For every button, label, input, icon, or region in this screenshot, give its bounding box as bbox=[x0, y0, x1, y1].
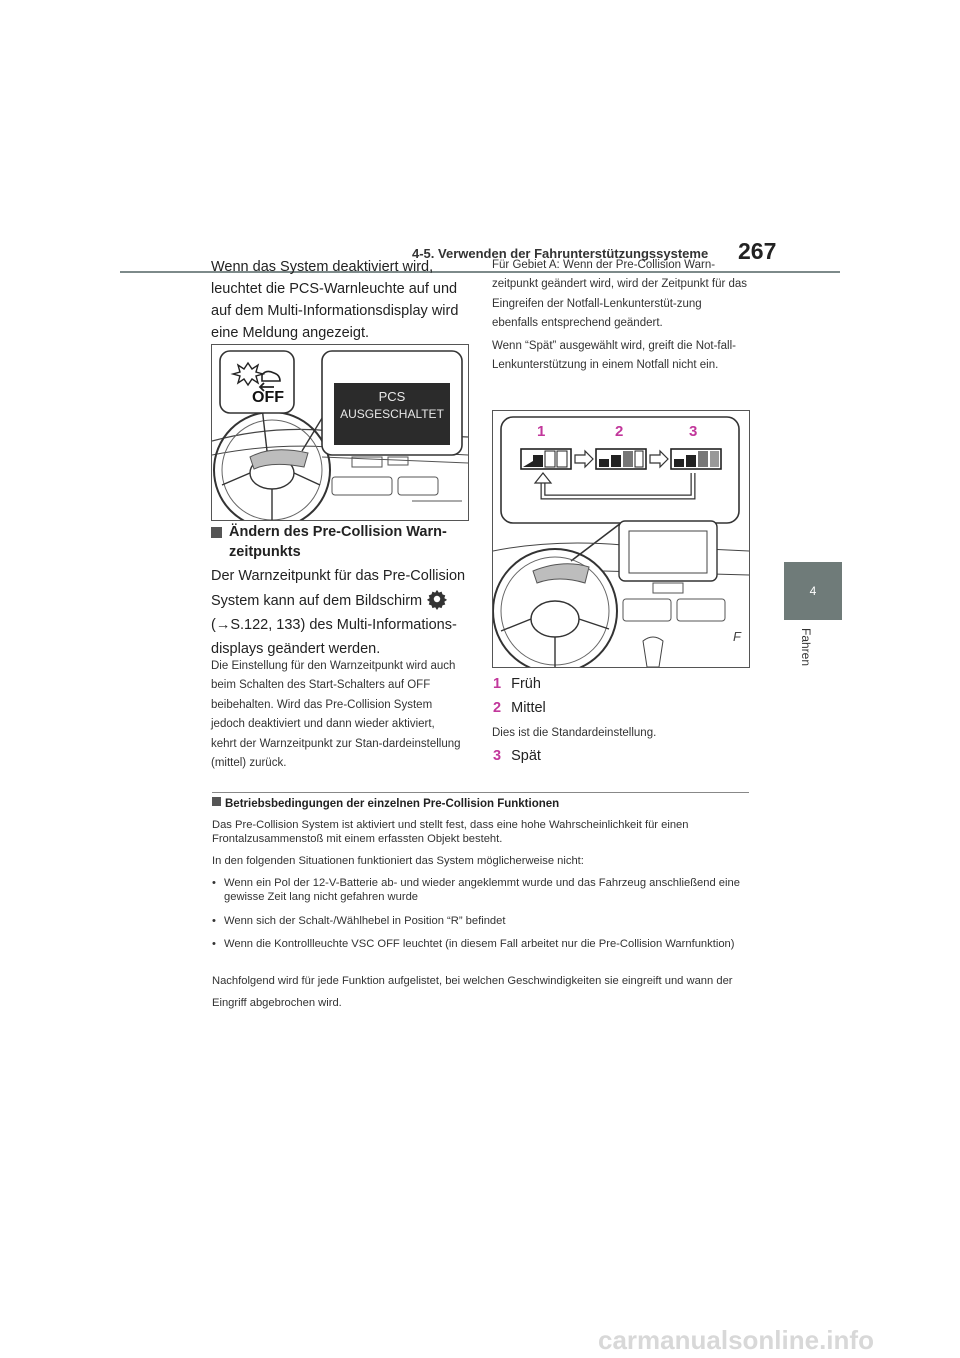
watermark: carmanualsonline.info bbox=[598, 1325, 874, 1355]
bullet-item: • Wenn sich der Schalt-/Wählhebel in Position “R” befindet bbox=[212, 915, 506, 927]
section-heading: Ändern des Pre-Collision Warn-zeitpunkts bbox=[211, 522, 466, 562]
option-medium: 2 Mittel bbox=[493, 700, 546, 716]
warning-time-paragraph: Der Warnzeitpunkt für das Pre-Collision System kann auf dem Bildschirm (→S.122, 133) des Multi-Informations-displays geändert werden. bbox=[211, 568, 466, 657]
conditions-para1: Das Pre-Collision System ist aktiviert und stellt fest, dass eine hohe Wahrscheinlichkeit für einen Frontalzusammenstoß mit einem erfassten Objekt besteht. bbox=[212, 819, 689, 845]
chapter-number: 4 bbox=[809, 584, 817, 598]
chapter-label: Fahren bbox=[799, 628, 813, 667]
timing-bar-medium-icon bbox=[596, 449, 646, 469]
step-label-2: 2 bbox=[615, 423, 624, 440]
heading-square-icon bbox=[211, 527, 222, 538]
step-label-1: 1 bbox=[537, 423, 546, 440]
timing-bar-late-icon bbox=[671, 449, 721, 469]
section-title: 4-5. Verwenden der Fahrunterstützungssysteme bbox=[412, 246, 709, 261]
option-late: 3 Spät bbox=[493, 748, 541, 764]
conditions-para3: Nachfolgend wird für jede Funktion aufgelistet, bei welchen Geschwindigkeiten sie eingreift und wann der Eingriff abgebrochen wird. bbox=[212, 975, 733, 1009]
off-label: OFF bbox=[252, 389, 284, 406]
corner-letter: F bbox=[733, 629, 741, 644]
display-line1: PCS bbox=[378, 389, 406, 404]
intro-paragraph: Wenn das System deaktiviert wird, leuchtet die PCS-Warnleuchte auf und auf dem Multi-Informationsdisplay wird eine Meldung angezeigt. bbox=[211, 259, 459, 341]
figure-pcs-off bbox=[211, 344, 469, 521]
note-paragraph: Die Einstellung für den Warnzeitpunkt wird auch beim Schalten des Start-Schalters auf OFF beibehalten. Wird das Pre-Collision System jedoch deaktiviert und dann wieder aktiviert, kehrt der Warnzeitpunkt zur Stan-dardeinstellung (mittel) zurück. bbox=[211, 660, 461, 770]
option-early: 1 Früh bbox=[493, 676, 541, 692]
gear-icon bbox=[426, 588, 448, 610]
conditions-heading: Betriebsbedingungen der einzelnen Pre-Collision Funktionen bbox=[212, 797, 749, 810]
chapter-tab[interactable] bbox=[784, 562, 842, 620]
page-number: 267 bbox=[738, 238, 777, 264]
dashboard-illustration bbox=[212, 345, 468, 520]
option-medium-note: Dies ist die Standardeinstellung. bbox=[492, 727, 657, 739]
timing-bar-early-icon bbox=[521, 449, 571, 469]
timing-illustration bbox=[493, 411, 749, 667]
section-rule bbox=[212, 792, 749, 793]
figure-warning-timing bbox=[492, 410, 750, 668]
display-line2: AUSGESCHALTET bbox=[340, 407, 444, 421]
bullet-item: • Wenn ein Pol der 12-V-Batterie ab- und wieder angeklemmt wurde und das Fahrzeug anschließend eine gewisse Zeit lang nicht gefahren wurde bbox=[212, 877, 740, 903]
conditions-para2: In den folgenden Situationen funktioniert das System möglicherweise nicht: bbox=[212, 855, 584, 867]
late-paragraph: Wenn “Spät” ausgewählt wird, greift die Not-fall-Lenkunterstützung in einem Notfall nicht ein. bbox=[492, 340, 736, 372]
heading-square-icon bbox=[212, 797, 221, 806]
bullet-item: • Wenn die Kontrollleuchte VSC OFF leuchtet (in diesem Fall arbeitet nur die Pre-Collision Warnfunktion) bbox=[212, 938, 735, 950]
step-label-3: 3 bbox=[689, 423, 698, 440]
area-a-paragraph: Für Gebiet A: Wenn der Pre-Collision Warn-zeitpunkt geändert wird, wird der Zeitpunkt für das Eingreifen der Notfall-Lenkunterstüt-zung ebenfalls entsprechend geändert. bbox=[492, 259, 748, 330]
